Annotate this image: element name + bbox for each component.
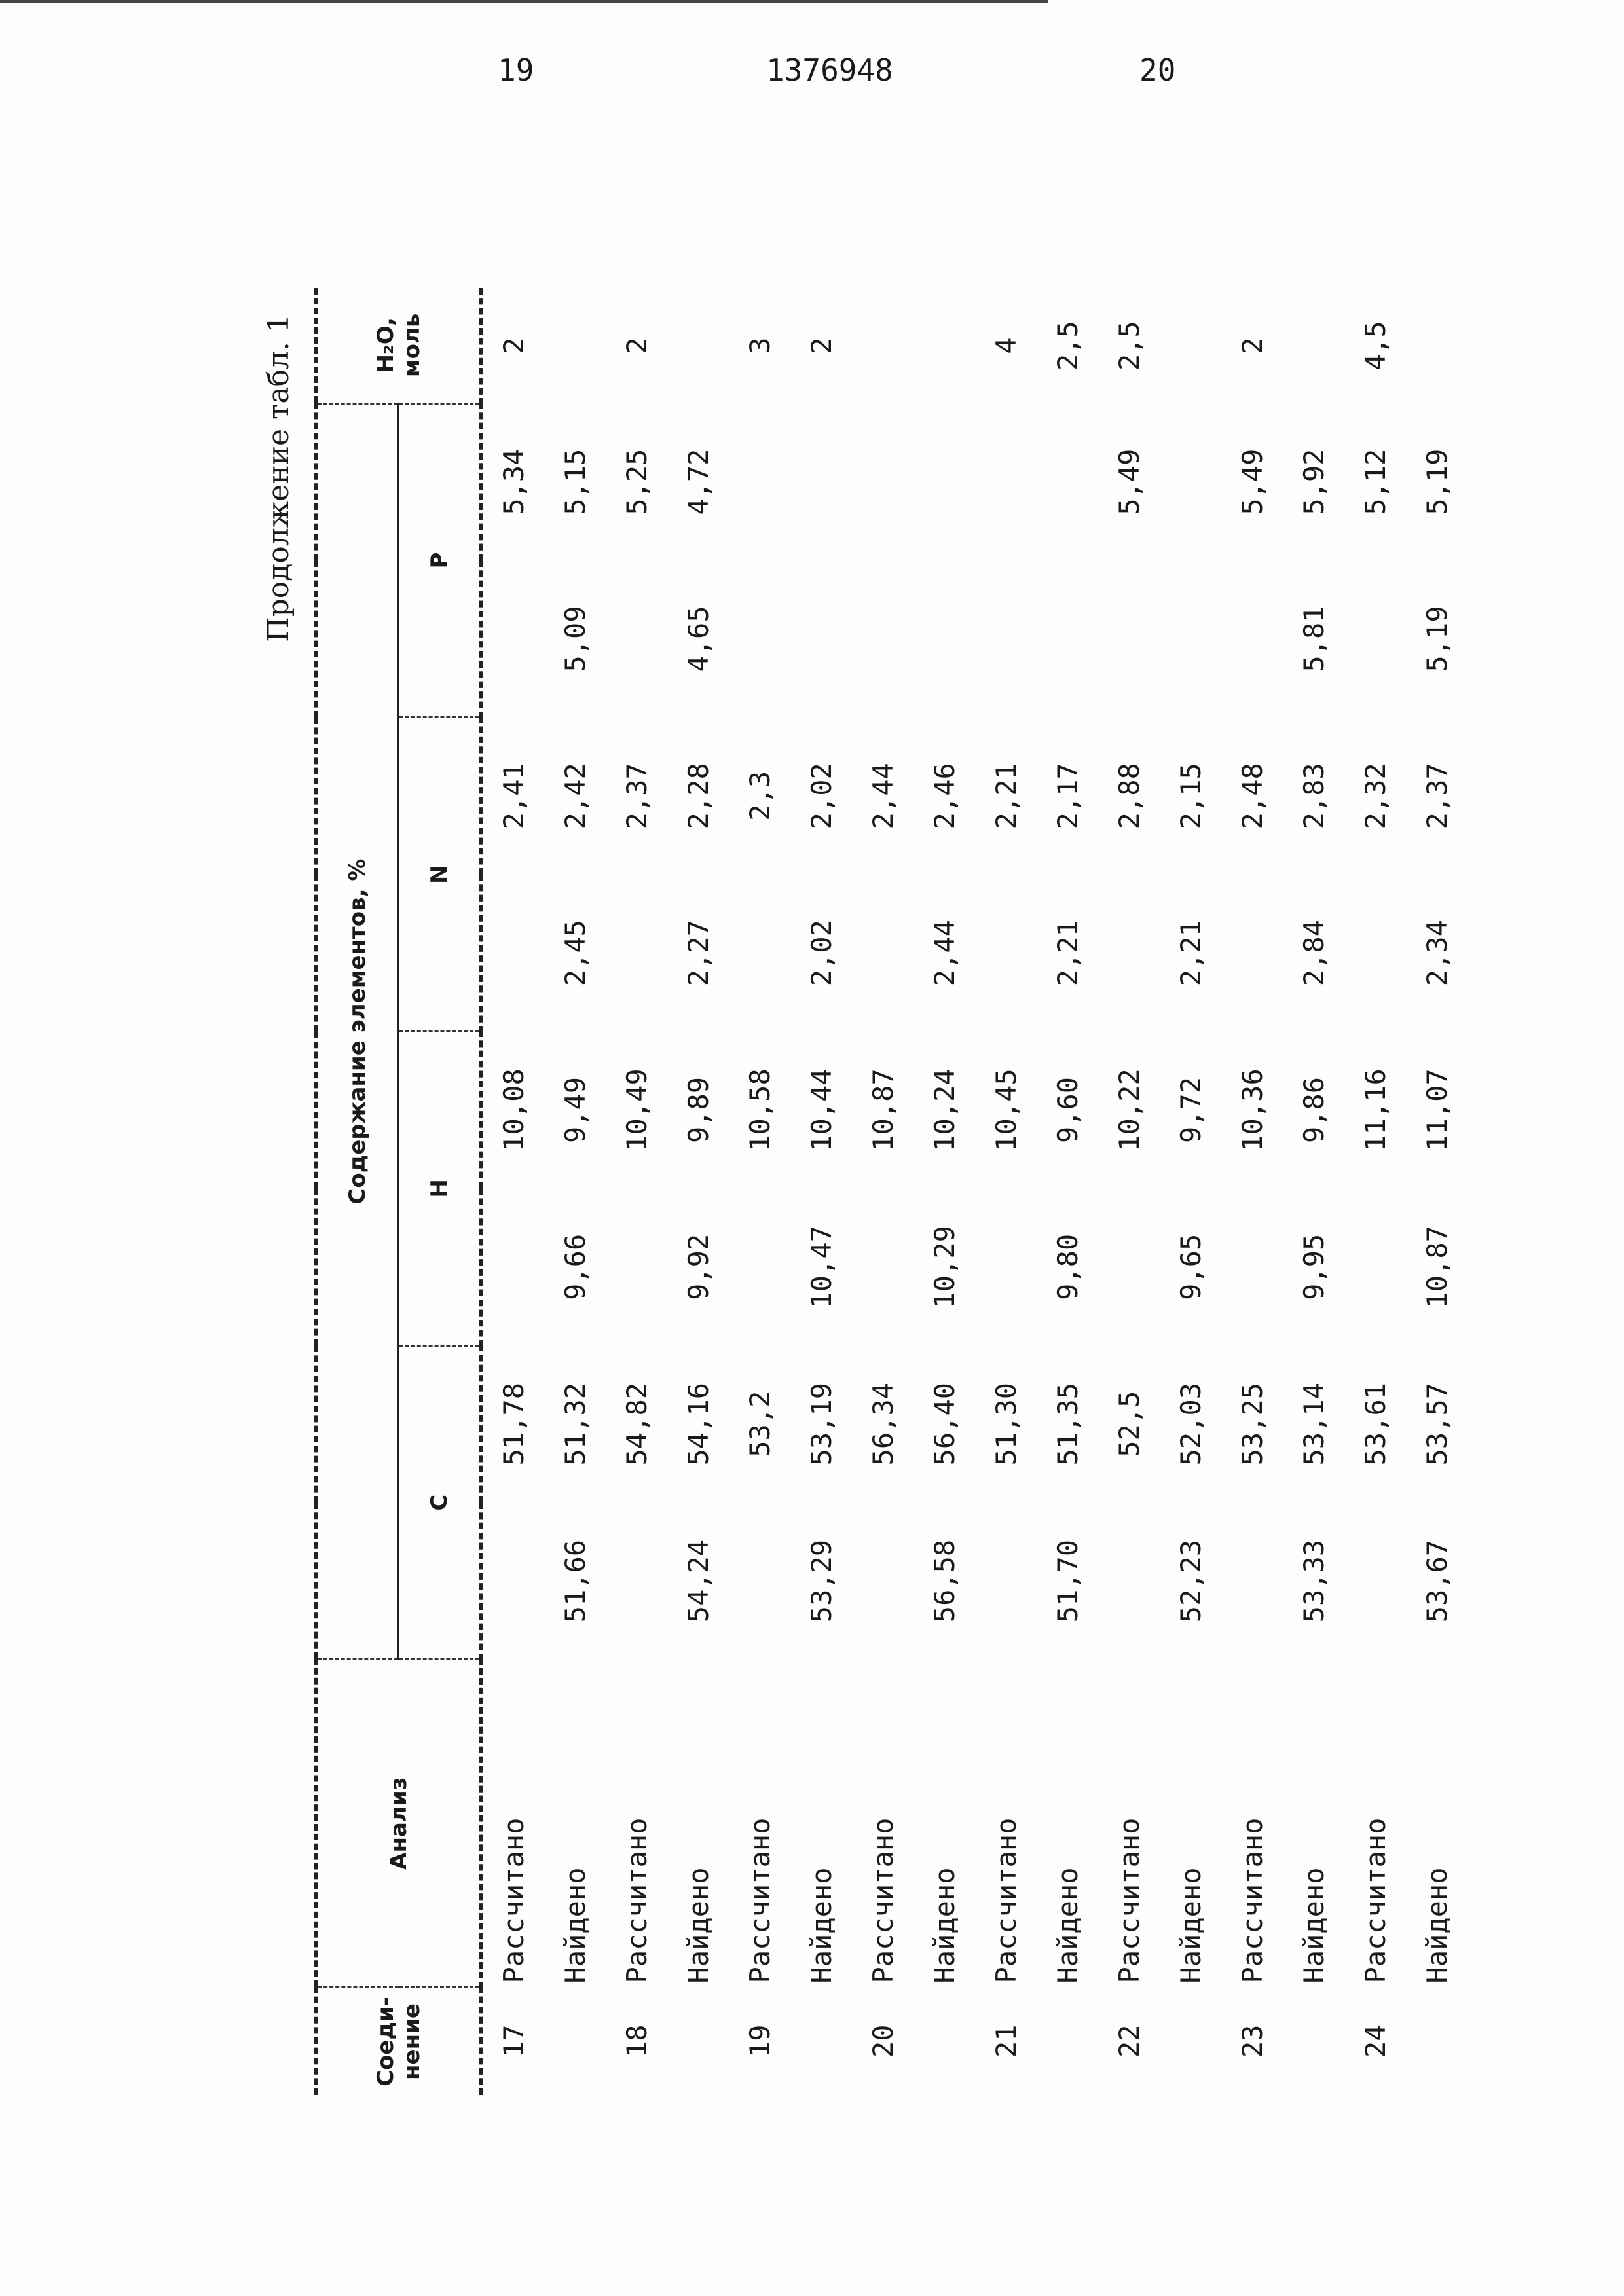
cell-compound: 22 xyxy=(1113,2024,1145,2058)
cell-p-b xyxy=(729,403,790,560)
cell-h-a xyxy=(852,1188,913,1345)
cell-water xyxy=(1160,288,1221,403)
col-h: H xyxy=(399,1032,481,1346)
cell-h-b: 10,08 xyxy=(497,1068,530,1152)
cell-c-a: 56,58 xyxy=(928,1539,961,1623)
cell-h-b: 10,58 xyxy=(743,1068,776,1152)
cell-h-b: 9,86 xyxy=(1297,1076,1330,1144)
cell-c-b: 56,34 xyxy=(866,1382,899,1466)
cell-n-a: 2,84 xyxy=(1297,920,1330,987)
cell-c-b: 53,19 xyxy=(805,1382,838,1466)
cell-c-a: 54,24 xyxy=(682,1539,714,1623)
rotated-table-block xyxy=(262,288,1453,2095)
cell-p-b xyxy=(913,403,975,560)
cell-p-b: 4,72 xyxy=(682,448,714,515)
cell-compound xyxy=(1037,1987,1098,2095)
cell-p-b: 5,49 xyxy=(1236,448,1268,515)
cell-c-b: 53,25 xyxy=(1236,1382,1268,1466)
cell-water xyxy=(544,288,606,403)
cell-c-a xyxy=(975,1503,1037,1660)
cell-analysis: Рассчитано xyxy=(743,1817,776,1984)
cell-n-a: 2,44 xyxy=(928,920,961,987)
cell-compound: 21 xyxy=(989,2024,1022,2058)
cell-compound xyxy=(913,1987,975,2095)
table-row xyxy=(1221,288,1283,2095)
cell-p-b xyxy=(1160,403,1221,560)
table-row xyxy=(1098,288,1160,2095)
cell-n-b: 2,15 xyxy=(1174,763,1207,829)
cell-p-a: 5,09 xyxy=(559,606,591,672)
cell-h-b: 10,45 xyxy=(989,1068,1022,1152)
table-row xyxy=(1344,288,1406,2095)
cell-n-a xyxy=(975,875,1037,1032)
cell-h-a xyxy=(1098,1188,1160,1345)
cell-c-a xyxy=(1344,1503,1406,1660)
table-row xyxy=(1037,288,1098,2095)
cell-h-b: 9,72 xyxy=(1174,1076,1207,1144)
cell-p-a xyxy=(1160,560,1221,718)
cell-p-b: 5,49 xyxy=(1113,448,1145,515)
cell-c-b: 51,30 xyxy=(989,1382,1022,1466)
cell-n-b: 2,37 xyxy=(1420,763,1453,829)
cell-h-a: 9,66 xyxy=(559,1233,591,1300)
table-row xyxy=(1283,288,1344,2095)
cell-compound xyxy=(1283,1987,1344,2095)
cell-analysis: Найдено xyxy=(928,1867,961,1984)
cell-analysis: Рассчитано xyxy=(1236,1817,1268,1984)
cell-n-a: 2,27 xyxy=(682,920,714,987)
cell-c-a: 53,29 xyxy=(805,1539,838,1623)
cell-c-a: 52,23 xyxy=(1174,1539,1207,1623)
cell-n-b: 2,17 xyxy=(1051,763,1084,829)
table-row xyxy=(729,288,790,2095)
cell-compound: 24 xyxy=(1359,2024,1392,2058)
cell-h-a xyxy=(481,1188,545,1345)
cell-n-b: 2,88 xyxy=(1113,763,1145,829)
cell-analysis: Рассчитано xyxy=(620,1817,653,1984)
cell-analysis: Рассчитано xyxy=(1113,1817,1145,1984)
cell-p-b xyxy=(975,403,1037,560)
cell-p-b: 5,92 xyxy=(1297,448,1330,515)
cell-n-b: 2,37 xyxy=(620,763,653,829)
patent-number: 1376948 xyxy=(766,52,893,88)
cell-analysis: Найдено xyxy=(1420,1867,1453,1984)
composition-table xyxy=(314,288,1467,2095)
cell-water: 2,5 xyxy=(1113,321,1145,371)
cell-water xyxy=(852,288,913,403)
cell-p-a xyxy=(790,560,852,718)
cell-c-b: 54,16 xyxy=(682,1382,714,1466)
cell-h-a xyxy=(1344,1188,1406,1345)
col-n: N xyxy=(399,718,481,1032)
cell-analysis: Найдено xyxy=(805,1867,838,1984)
cell-p-a: 5,81 xyxy=(1297,606,1330,672)
cell-n-b: 2,28 xyxy=(682,763,714,829)
table-row xyxy=(1160,288,1221,2095)
cell-n-b: 2,48 xyxy=(1236,763,1268,829)
cell-c-b: 52,03 xyxy=(1174,1382,1207,1466)
cell-n-b: 2,02 xyxy=(805,763,838,829)
cell-n-a: 2,45 xyxy=(559,920,591,987)
cell-p-a: 5,19 xyxy=(1420,606,1453,672)
cell-h-b: 10,44 xyxy=(805,1068,838,1152)
cell-c-a xyxy=(481,1503,545,1660)
cell-h-b: 10,22 xyxy=(1113,1068,1145,1152)
cell-c-a: 51,66 xyxy=(559,1539,591,1623)
table-row xyxy=(975,288,1037,2095)
cell-compound: 19 xyxy=(743,2024,776,2058)
top-rule xyxy=(0,0,1048,3)
cell-water xyxy=(1406,288,1467,403)
cell-c-a xyxy=(606,1503,667,1660)
cell-p-a: 4,65 xyxy=(682,606,714,672)
cell-c-a xyxy=(729,1503,790,1660)
cell-analysis: Рассчитано xyxy=(497,1817,530,1984)
cell-analysis: Найдено xyxy=(559,1867,591,1984)
cell-c-a: 53,67 xyxy=(1420,1539,1453,1623)
cell-compound: 17 xyxy=(497,2024,530,2058)
cell-h-b: 10,24 xyxy=(928,1068,961,1152)
cell-c-b: 53,57 xyxy=(1420,1382,1453,1466)
cell-n-b: 2,83 xyxy=(1297,763,1330,829)
cell-n-a: 2,21 xyxy=(1051,920,1084,987)
col-p: P xyxy=(399,403,481,718)
cell-p-a xyxy=(852,560,913,718)
cell-p-b: 5,19 xyxy=(1420,448,1453,515)
cell-n-a xyxy=(481,875,545,1032)
cell-n-a xyxy=(852,875,913,1032)
cell-c-b: 53,61 xyxy=(1359,1382,1392,1466)
cell-c-b: 53,2 xyxy=(743,1391,776,1457)
cell-c-a xyxy=(852,1503,913,1660)
cell-h-a: 9,65 xyxy=(1174,1233,1207,1300)
cell-n-a: 2,21 xyxy=(1174,920,1207,987)
table-row xyxy=(481,288,545,2095)
cell-n-a xyxy=(606,875,667,1032)
cell-c-b: 56,40 xyxy=(928,1382,961,1466)
cell-compound xyxy=(667,1987,729,2095)
cell-water: 4,5 xyxy=(1359,321,1392,371)
cell-water: 2 xyxy=(497,337,530,354)
cell-compound xyxy=(790,1987,852,2095)
cell-h-b: 10,36 xyxy=(1236,1068,1268,1152)
cell-h-b: 10,49 xyxy=(620,1068,653,1152)
cell-p-b: 5,12 xyxy=(1359,448,1392,515)
cell-analysis: Рассчитано xyxy=(989,1817,1022,1984)
cell-h-a xyxy=(975,1188,1037,1345)
cell-c-b: 51,35 xyxy=(1051,1382,1084,1466)
table-row xyxy=(606,288,667,2095)
cell-h-a: 10,47 xyxy=(805,1226,838,1309)
cell-h-a xyxy=(1221,1188,1283,1345)
cell-p-a xyxy=(1037,560,1098,718)
cell-c-a: 53,33 xyxy=(1297,1539,1330,1623)
cell-compound xyxy=(1160,1987,1221,2095)
cell-h-b: 11,07 xyxy=(1420,1068,1453,1152)
cell-n-b: 2,32 xyxy=(1359,763,1392,829)
cell-water xyxy=(913,288,975,403)
cell-p-a xyxy=(1098,560,1160,718)
cell-compound xyxy=(544,1987,606,2095)
cell-n-a xyxy=(1098,875,1160,1032)
cell-water xyxy=(1283,288,1344,403)
cell-h-b: 10,87 xyxy=(866,1068,899,1152)
cell-analysis: Найдено xyxy=(682,1867,714,1984)
cell-n-b: 2,44 xyxy=(866,763,899,829)
table-row xyxy=(913,288,975,2095)
cell-water xyxy=(667,288,729,403)
cell-n-a xyxy=(729,875,790,1032)
cell-h-a: 10,29 xyxy=(928,1226,961,1309)
cell-analysis: Рассчитано xyxy=(866,1817,899,1984)
cell-p-a xyxy=(1344,560,1406,718)
cell-p-b: 5,15 xyxy=(559,448,591,515)
cell-c-a xyxy=(1221,1503,1283,1660)
cell-water: 2 xyxy=(1236,337,1268,354)
table-body xyxy=(481,288,1468,2095)
cell-h-b: 9,89 xyxy=(682,1076,714,1144)
cell-p-b xyxy=(1037,403,1098,560)
cell-c-b: 52,5 xyxy=(1113,1391,1145,1457)
cell-water: 2,5 xyxy=(1051,321,1084,371)
col-group-elements: Содержание элементов, % xyxy=(316,403,399,1660)
table-row xyxy=(790,288,852,2095)
col-c: C xyxy=(399,1345,481,1660)
cell-h-a: 10,87 xyxy=(1420,1226,1453,1309)
cell-c-a: 51,70 xyxy=(1051,1539,1084,1623)
cell-n-a xyxy=(1221,875,1283,1032)
cell-water: 3 xyxy=(743,337,776,354)
table-row xyxy=(667,288,729,2095)
cell-analysis: Рассчитано xyxy=(1359,1817,1392,1984)
cell-n-a: 2,02 xyxy=(805,920,838,987)
cell-p-b: 5,25 xyxy=(620,448,653,515)
table-row xyxy=(852,288,913,2095)
cell-n-b: 2,21 xyxy=(989,763,1022,829)
cell-c-b: 51,32 xyxy=(559,1382,591,1466)
cell-c-b: 51,78 xyxy=(497,1382,530,1466)
cell-n-a: 2,34 xyxy=(1420,920,1453,987)
cell-n-a xyxy=(1344,875,1406,1032)
cell-h-b: 9,60 xyxy=(1051,1076,1084,1144)
col-analysis: Анализ xyxy=(316,1660,481,1988)
cell-h-a: 9,92 xyxy=(682,1233,714,1300)
cell-analysis: Найдено xyxy=(1297,1867,1330,1984)
cell-n-b: 2,41 xyxy=(497,763,530,829)
cell-h-b: 9,49 xyxy=(559,1076,591,1144)
table-caption: Продолжение табл. 1 xyxy=(262,314,295,642)
cell-compound xyxy=(1406,1987,1467,2095)
cell-analysis: Найдено xyxy=(1051,1867,1084,1984)
cell-h-a: 9,80 xyxy=(1051,1233,1084,1300)
cell-n-b: 2,3 xyxy=(743,771,776,821)
cell-p-b xyxy=(852,403,913,560)
cell-c-b: 54,82 xyxy=(620,1382,653,1466)
cell-c-b: 53,14 xyxy=(1297,1382,1330,1466)
cell-water: 2 xyxy=(805,337,838,354)
cell-compound: 23 xyxy=(1236,2024,1268,2058)
cell-p-a xyxy=(913,560,975,718)
cell-water: 2 xyxy=(620,337,653,354)
cell-water: 4 xyxy=(989,337,1022,354)
cell-h-a xyxy=(729,1188,790,1345)
table-row xyxy=(1406,288,1467,2095)
cell-compound: 20 xyxy=(866,2024,899,2058)
cell-p-b xyxy=(790,403,852,560)
cell-p-b: 5,34 xyxy=(497,448,530,515)
cell-h-a: 9,95 xyxy=(1297,1233,1330,1300)
cell-analysis: Найдено xyxy=(1174,1867,1207,1984)
cell-h-b: 11,16 xyxy=(1359,1068,1392,1152)
cell-compound: 18 xyxy=(620,2024,653,2058)
cell-p-a xyxy=(729,560,790,718)
cell-h-a xyxy=(606,1188,667,1345)
col-compound: Соеди-нение xyxy=(316,1987,481,2095)
page-number-right: 20 xyxy=(1139,52,1176,88)
cell-c-a xyxy=(1098,1503,1160,1660)
col-water: H₂O, моль xyxy=(316,288,481,403)
cell-n-b: 2,46 xyxy=(928,763,961,829)
cell-p-a xyxy=(606,560,667,718)
cell-p-a xyxy=(975,560,1037,718)
cell-n-b: 2,42 xyxy=(559,763,591,829)
page-number-left: 19 xyxy=(498,52,534,88)
cell-p-a xyxy=(481,560,545,718)
table-row xyxy=(544,288,606,2095)
cell-p-a xyxy=(1221,560,1283,718)
